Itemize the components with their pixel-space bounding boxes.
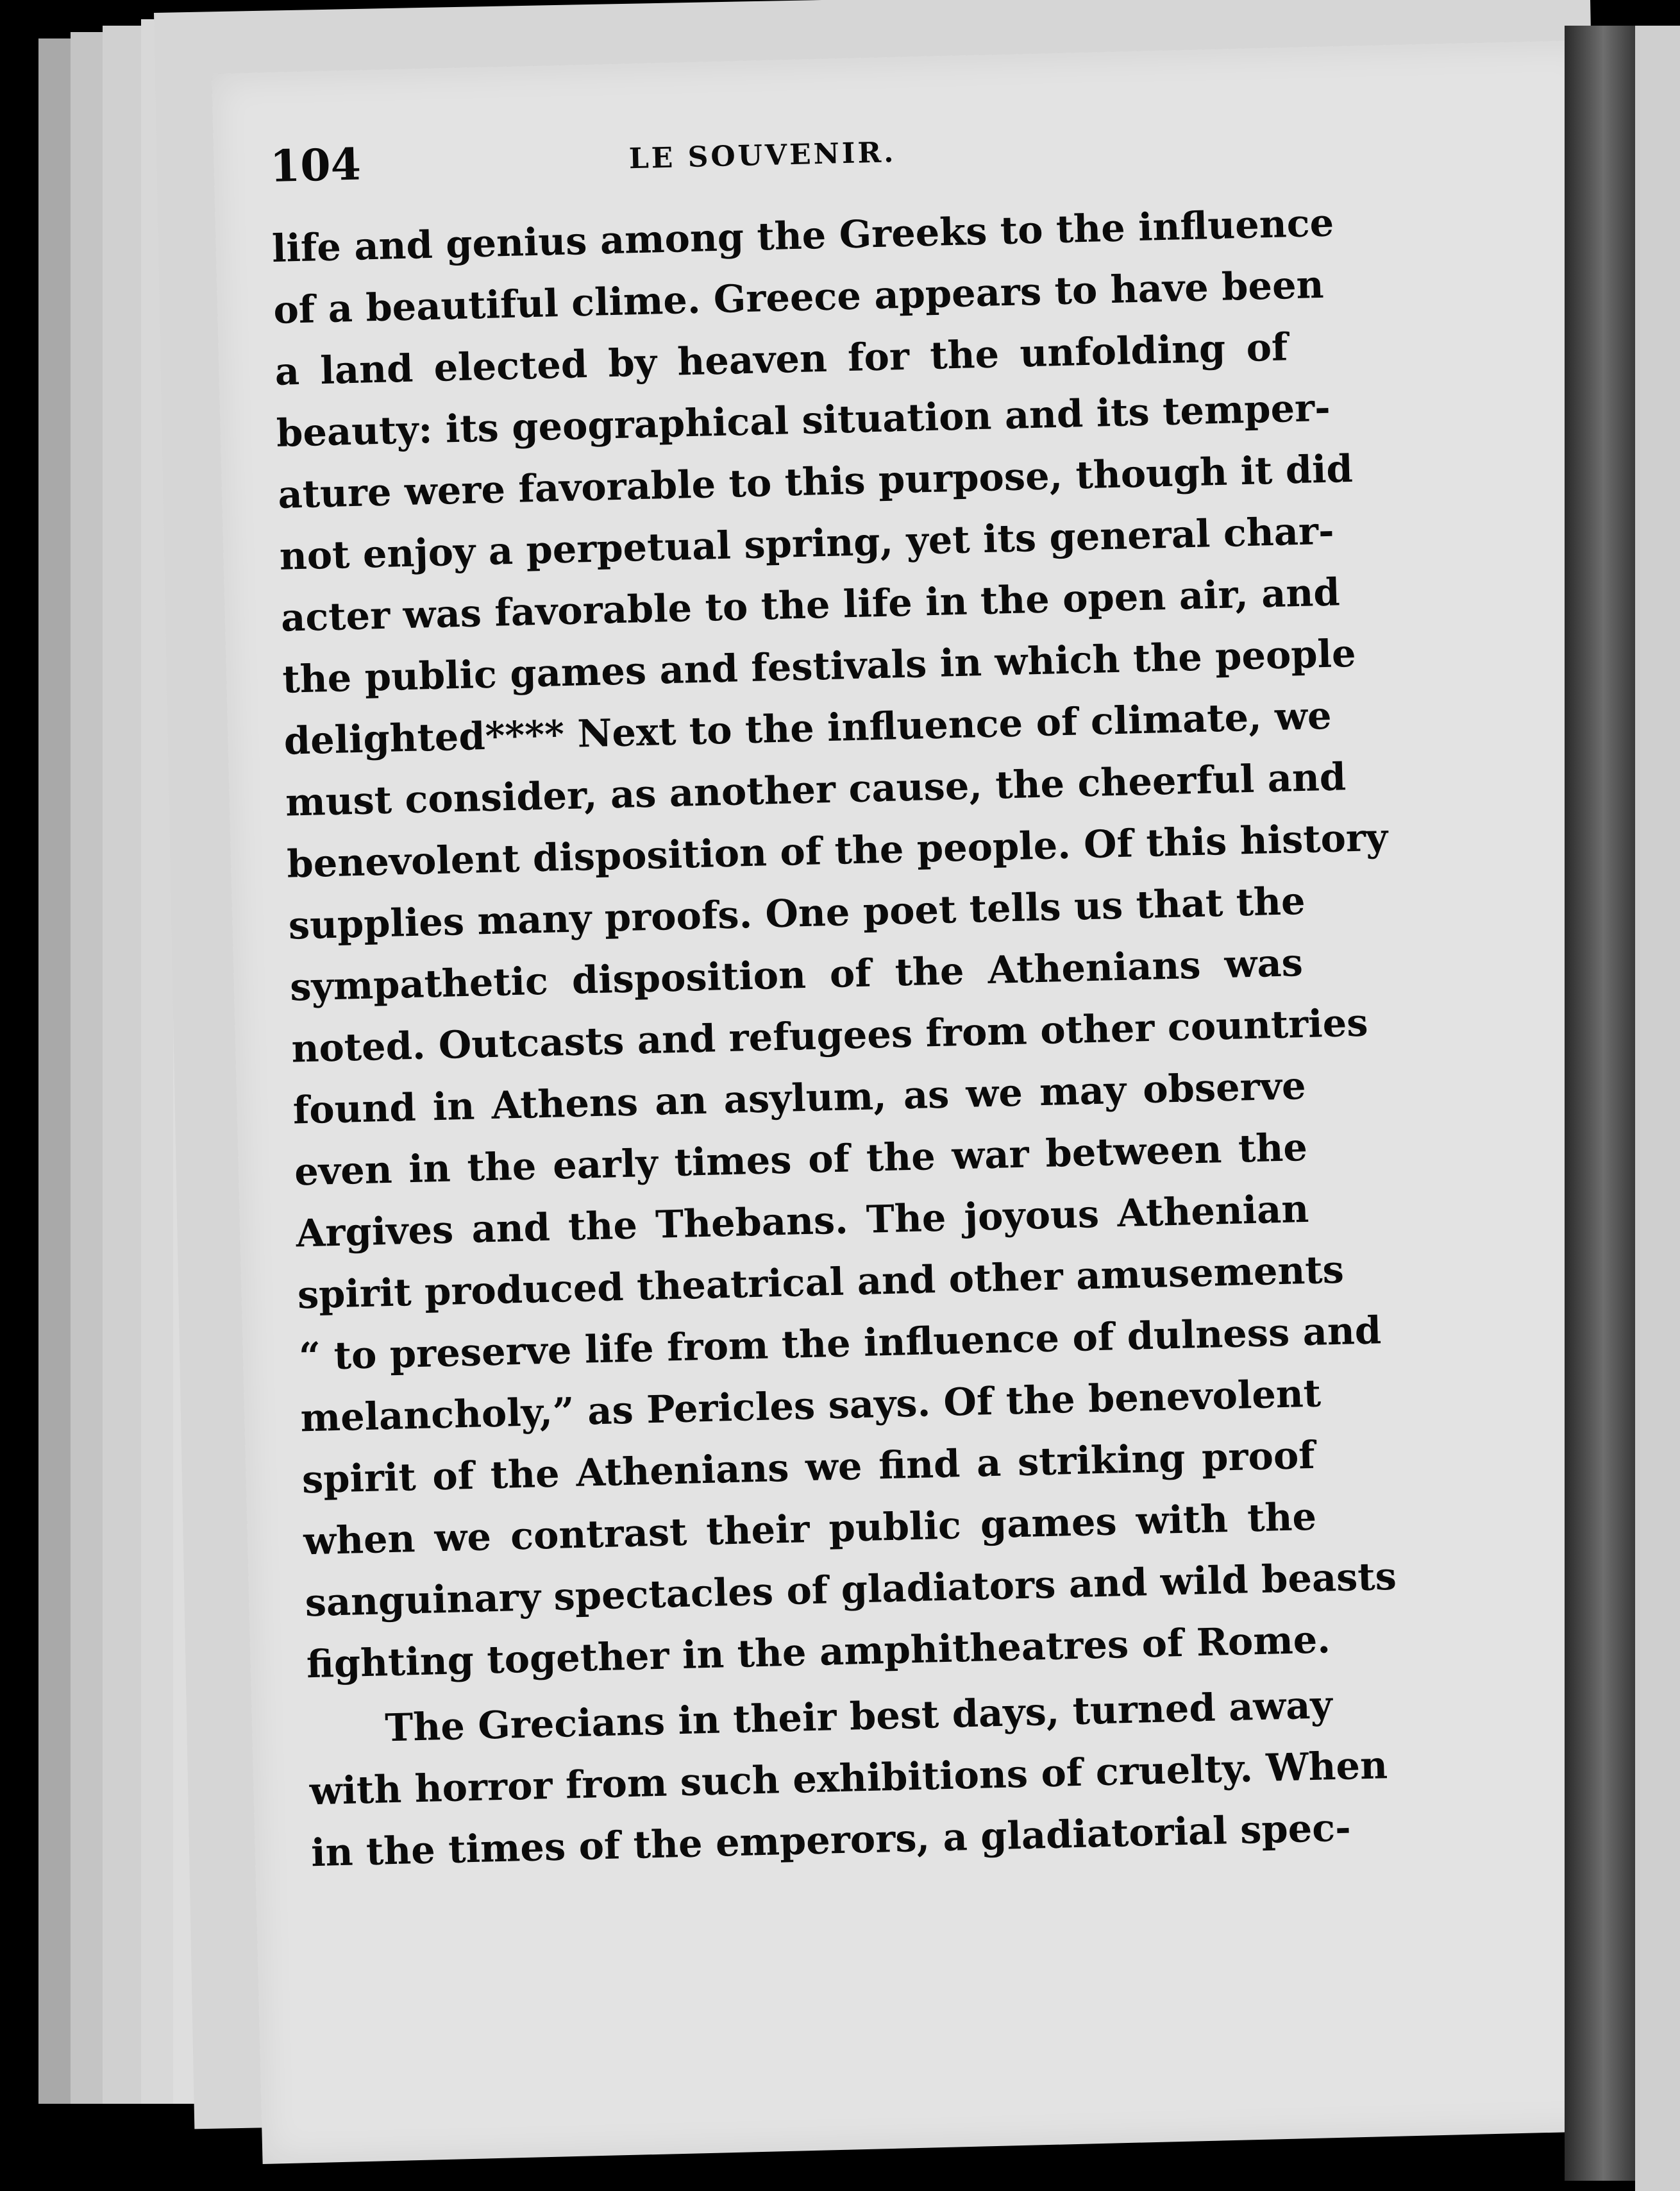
text-line: sanguinary spectacles of gladiators and wild beasts <box>304 1553 1397 1625</box>
text-line: not enjoy a perpetual spring, yet its general char- <box>278 508 1335 579</box>
text-line: melancholy,” as Pericles says. Of the benevolent <box>299 1371 1322 1441</box>
text-line: supplies many proofs. One poet tells us that the <box>288 878 1306 948</box>
text-line: life and genius among the Greeks to the influence <box>271 200 1334 271</box>
text-line: fighting together in the amphitheatres of Rome. <box>306 1617 1331 1687</box>
text-line: the public games and festivals in which the people <box>281 630 1357 702</box>
paragraph <box>307 1673 1389 1884</box>
text-line: spirit of the Athenians we find a striking proof <box>301 1432 1316 1502</box>
text-line: must consider, as another cause, the cheerful and <box>285 754 1347 825</box>
text-line: even in the early times of the war between the <box>294 1124 1308 1194</box>
text-line: in the times of the emperors, a gladiatorial spec- <box>310 1805 1352 1875</box>
text-line: “ to preserve life from the influence of dulness and <box>298 1308 1382 1379</box>
text-line: noted. Outcasts and refugees from other countries <box>290 1000 1369 1071</box>
text-line: sympathetic disposition of the Athenians was <box>289 940 1304 1010</box>
text-line: with horror from such exhibitions of cruelty. When <box>309 1743 1388 1814</box>
paragraph <box>271 192 1397 1695</box>
text-line: The Grecians in their best days, turned away <box>384 1682 1333 1750</box>
text-line: ature were favorable to this purpose, though it did <box>277 446 1354 517</box>
page-number: 104 <box>269 139 362 192</box>
spine-shadow <box>1565 26 1635 2181</box>
text-line: when we contrast their public games with the <box>303 1494 1317 1564</box>
text-line: found in Athens an asylum, as we may observe <box>292 1063 1307 1133</box>
text-line: of a beautiful clime. Greece appears to have been <box>273 262 1325 332</box>
text-line: benevolent disposition of the people. Of this history <box>286 815 1389 886</box>
text-line: acter was favorable to the life in the open air, and <box>280 570 1341 640</box>
text-line: spirit produced theatrical and other amusements <box>297 1247 1345 1317</box>
text-line: delighted**** Next to the influence of climate, we <box>283 693 1332 763</box>
text-block <box>269 115 1397 1884</box>
next-page-edge <box>1635 26 1680 2191</box>
running-title: LE SOUVENIR. <box>628 136 896 176</box>
text-line: beauty: its geographical situation and its temper- <box>276 385 1331 455</box>
text-line: a land elected by heaven for the unfolding of <box>274 325 1289 394</box>
text-line: Argives and the Thebans. The joyous Athenian <box>295 1186 1309 1256</box>
